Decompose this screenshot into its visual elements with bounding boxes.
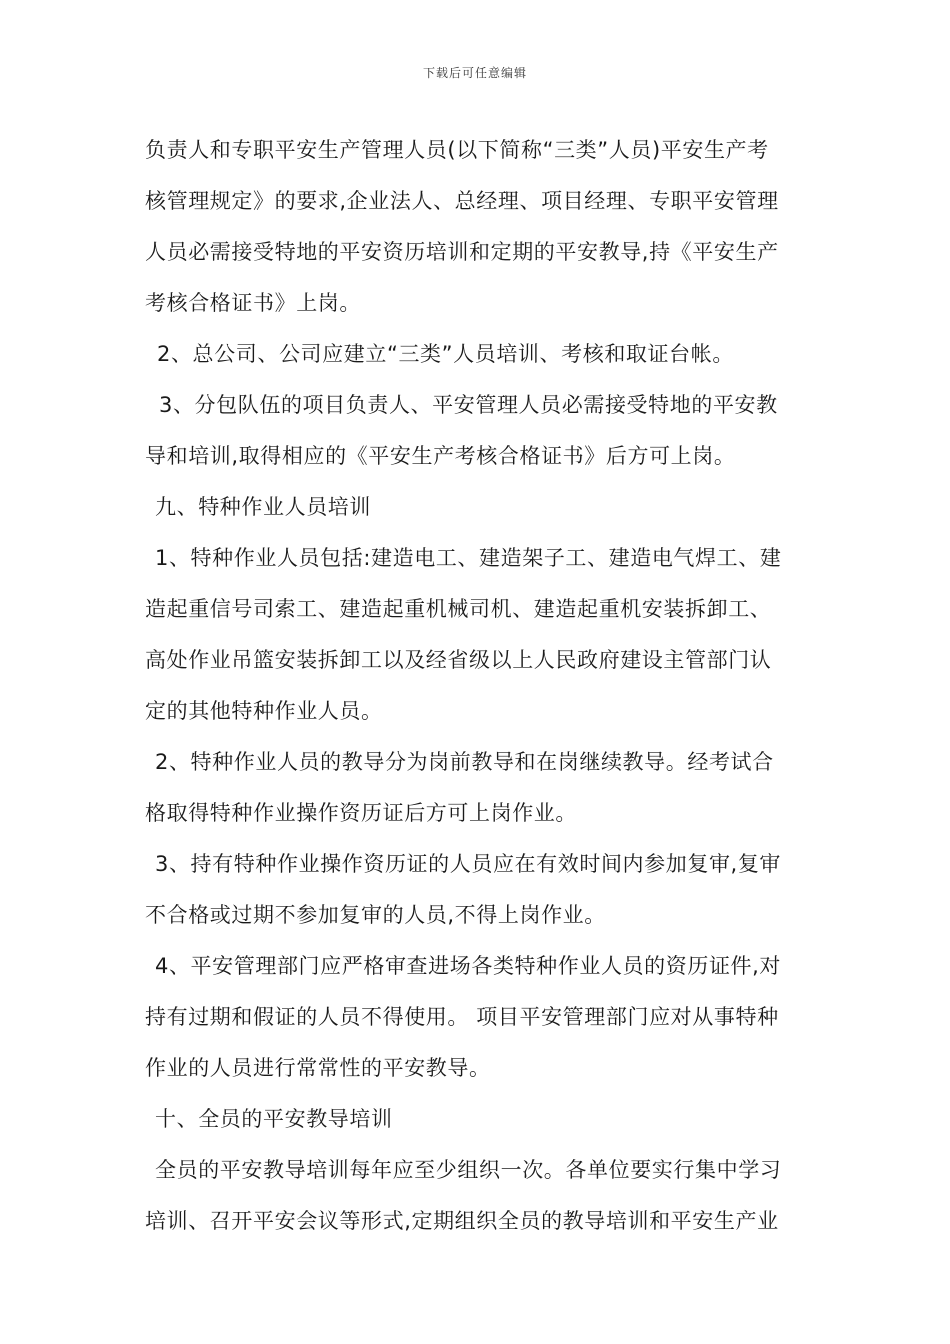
text-line: 高处作业吊篮安装拆卸工以及经省级以上人民政府建设主管部门认 — [145, 648, 772, 672]
text-line: 不合格或过期不参加复审的人员,不得上岗作业。 — [145, 903, 606, 927]
text-line: 3、分包队伍的项目负责人、平安管理人员必需接受特地的平安教 — [159, 393, 778, 417]
section-heading: 九、特种作业人员培训 — [155, 495, 371, 519]
text-line: 负责人和专职平安生产管理人员(以下简称“三类”人员)平安生产考 — [145, 138, 769, 162]
text-line: 作业的人员进行常常性的平安教导。 — [145, 1056, 491, 1080]
text-line: 导和培训,取得相应的《平安生产考核合格证书》后方可上岗。 — [145, 444, 736, 468]
document-body — [145, 125, 810, 1247]
text-line: 1、特种作业人员包括:建造电工、建造架子工、建造电气焊工、建 — [155, 546, 782, 570]
text-line: 全员的平安教导培训每年应至少组织一次。各单位要实行集中学习 — [155, 1158, 782, 1182]
text-line: 4、平安管理部门应严格审查进场各类特种作业人员的资历证件,对 — [155, 954, 782, 978]
text-line: 培训、召开平安会议等形式,定期组织全员的教导培训和平安生产业 — [145, 1209, 779, 1233]
text-line: 考核合格证书》上岗。 — [145, 291, 361, 315]
text-line: 人员必需接受特地的平安资历培训和定期的平安教导,持《平安生产 — [145, 240, 779, 264]
text-line: 核管理规定》的要求,企业法人、总经理、项目经理、专职平安管理 — [145, 189, 779, 213]
text-line: 格取得特种作业操作资历证后方可上岗作业。 — [145, 801, 577, 825]
text-line: 持有过期和假证的人员不得使用。 项目平安管理部门应对从事特种 — [145, 1005, 779, 1029]
page-header: 下载后可任意编辑 — [422, 66, 527, 80]
text-line: 2、总公司、公司应建立“三类”人员培训、考核和取证台帐。 — [157, 342, 734, 366]
text-line: 造起重信号司索工、建造起重机械司机、建造起重机安装拆卸工、 — [145, 597, 772, 621]
section-heading: 十、全员的平安教导培训 — [155, 1107, 393, 1131]
text-line: 定的其他特种作业人员。 — [145, 699, 383, 723]
text-line: 3、持有特种作业操作资历证的人员应在有效时间内参加复审,复审 — [155, 852, 782, 876]
text-line: 2、特种作业人员的教导分为岗前教导和在岗继续教导。经考试合 — [155, 750, 774, 774]
